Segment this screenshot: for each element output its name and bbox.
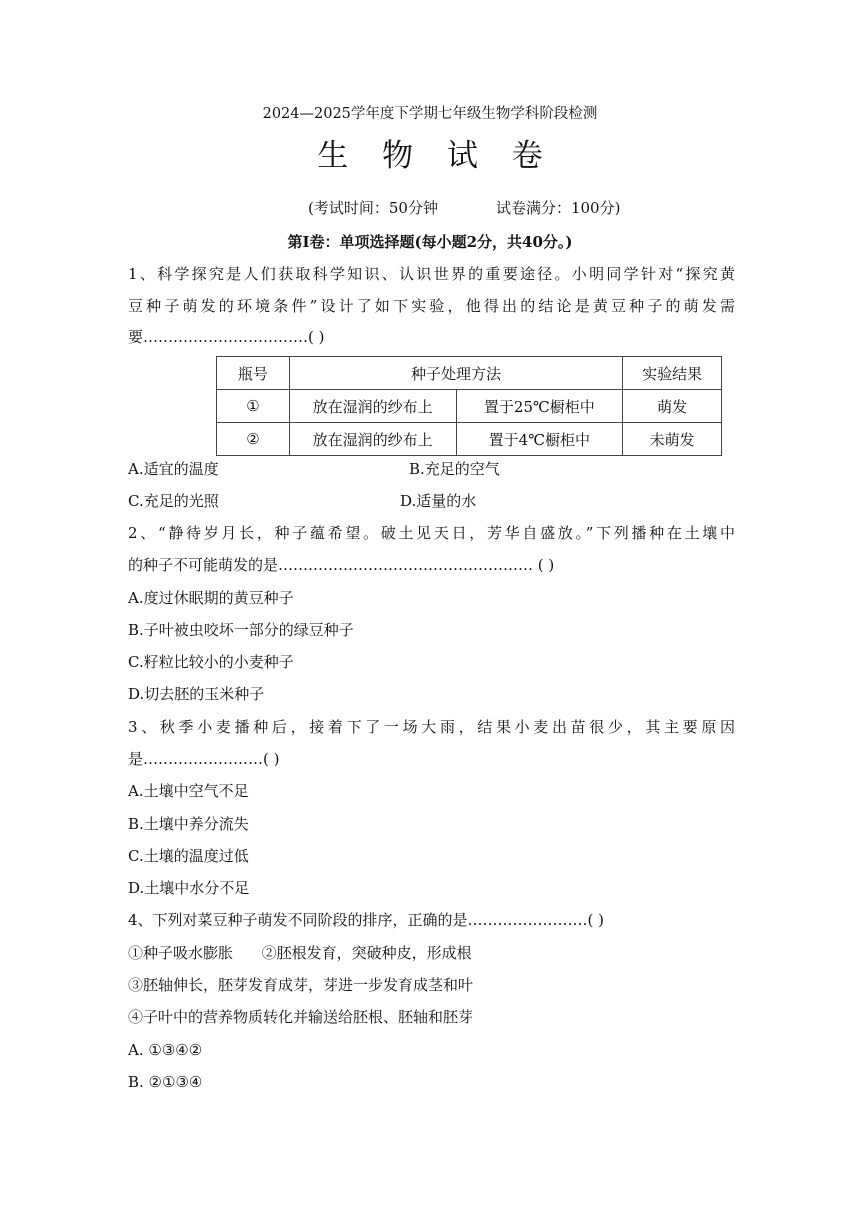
q2-stem-line1: 2、“静待岁月长，种子蕴希望。破土见天日，芳华自盛放。”下列播种在土壤中 [128, 524, 735, 542]
section-heading: 第Ⅰ卷：单项选择题(每小题2分，共40分。) [287, 233, 573, 251]
q1-stem-line1: 1、科学探究是人们获取科学知识、认识世界的重要途径。小明同学针对“探究黄 [128, 265, 735, 283]
q3-stem-line2: 是……………………( ) [128, 750, 280, 768]
q3-option-c: C.土壤的温度过低 [128, 847, 249, 865]
q3-option-b: B.土壤中养分流失 [128, 815, 249, 833]
q2-option-d: D.切去胚的玉米种子 [128, 685, 265, 703]
header-treatment: 种子处理方法 [289, 357, 622, 390]
header-result: 实验结果 [623, 357, 722, 390]
q2-stem-line2: 的种子不可能萌发的是…………………………………………… ( ) [128, 556, 555, 574]
q1-stem-line3: 要……………………………( ) [128, 328, 325, 346]
q4-statement-1-2: ①种子吸水膨胀 ②胚根发育，突破种皮，形成根 [128, 944, 472, 962]
q1-option-d: D.适量的水 [400, 492, 477, 510]
q1-option-b: B.充足的空气 [409, 460, 500, 478]
full-score: 试卷满分：100分) [495, 199, 621, 217]
exam-info [308, 197, 620, 219]
q3-option-d: D.土壤中水分不足 [128, 879, 250, 897]
q4-option-b: B. ②①③④ [128, 1073, 203, 1091]
cell-location: 置于25℃橱柜中 [456, 390, 623, 423]
cell-bottle: ① [217, 390, 290, 423]
q1-option-c: C.充足的光照 [128, 492, 219, 510]
cell-method: 放在湿润的纱布上 [289, 390, 456, 423]
cell-bottle: ② [217, 423, 290, 456]
q4-statement-3: ③胚轴伸长，胚芽发育成芽，芽进一步发育成茎和叶 [128, 976, 474, 994]
q4-option-a: A. ①③④② [128, 1041, 203, 1059]
q2-option-c: C.籽粒比较小的小麦种子 [128, 653, 294, 671]
q4-statement-4: ④子叶中的营养物质转化并输送给胚根、胚轴和胚芽 [128, 1008, 474, 1026]
table-row [217, 423, 722, 456]
experiment-table [216, 356, 722, 456]
exam-time: (考试时间：50分钟 [308, 199, 438, 217]
exam-subtitle: 2024—2025学年度下学期七年级生物学科阶段检测 [262, 106, 598, 122]
q2-option-b: B.子叶被虫咬坏一部分的绿豆种子 [128, 621, 354, 639]
q3-stem-line1: 3、秋季小麦播种后，接着下了一场大雨，结果小麦出苗很少，其主要原因 [128, 718, 735, 736]
q3-option-a: A.土壤中空气不足 [128, 782, 249, 800]
table-header-row [217, 357, 722, 390]
cell-method: 放在湿润的纱布上 [289, 423, 456, 456]
q2-option-a: A.度过休眠期的黄豆种子 [128, 589, 294, 607]
cell-result: 未萌发 [623, 423, 722, 456]
cell-location: 置于4℃橱柜中 [456, 423, 623, 456]
page-title: 生 物 试 卷 [317, 138, 555, 174]
cell-result: 萌发 [623, 390, 722, 423]
q4-stem-line1: 4、下列对菜豆种子萌发不同阶段的排序，正确的是……………………( ) [128, 911, 605, 929]
q1-stem-line2: 豆种子萌发的环境条件”设计了如下实验，他得出的结论是黄豆种子的萌发需 [128, 297, 735, 315]
header-bottle-no: 瓶号 [217, 357, 290, 390]
q1-option-a: A.适宜的温度 [128, 460, 219, 478]
table-row [217, 390, 722, 423]
